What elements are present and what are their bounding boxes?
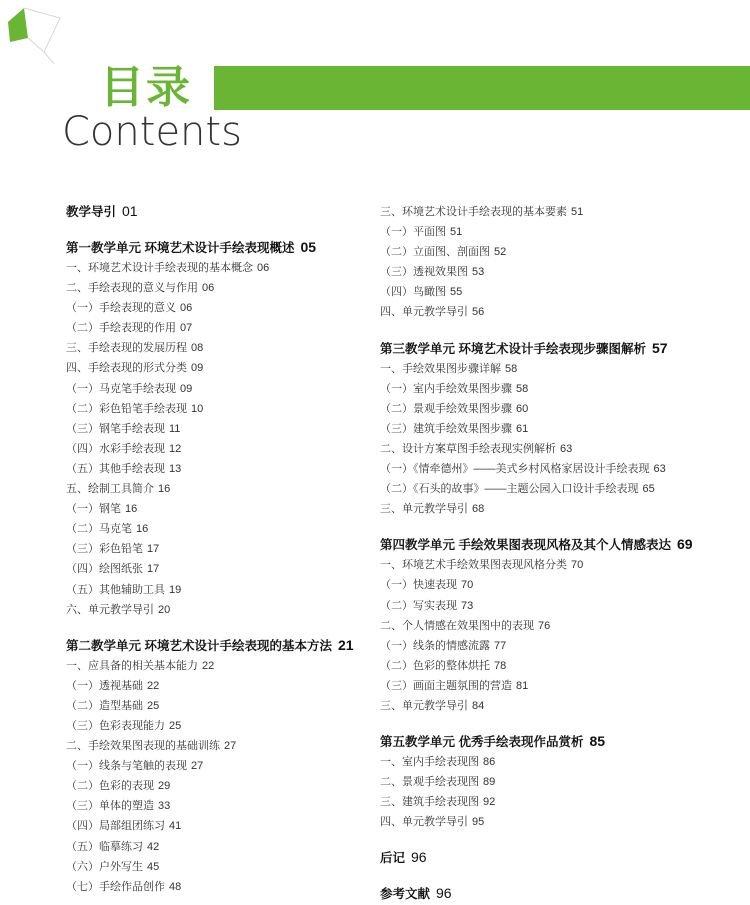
toc-page-number: 06 <box>202 282 215 295</box>
toc-item <box>66 499 366 519</box>
toc-item <box>66 258 366 278</box>
outline-line-shape <box>44 52 54 64</box>
toc-label: （一）《情牵德州》——美式乡村风格家居设计手绘表现 <box>380 463 650 476</box>
toc-label: 三、建筑手绘表现图 <box>380 796 479 809</box>
toc-item <box>380 242 740 262</box>
corner-decoration <box>0 0 80 70</box>
toc-section <box>380 730 740 752</box>
toc-page-number: 21 <box>337 636 354 653</box>
toc-item <box>66 459 366 479</box>
toc-page-number: 42 <box>147 840 160 853</box>
toc-item <box>380 499 740 519</box>
toc-label: （二）色彩的整体烘托 <box>380 659 490 672</box>
toc-item <box>66 559 366 579</box>
toc-page-number: 41 <box>169 820 182 833</box>
toc-item <box>66 676 366 696</box>
toc-page-number: 61 <box>516 422 529 435</box>
toc-label: 参考文献 <box>380 887 431 902</box>
toc-label: 五、绘制工具简介 <box>66 483 154 496</box>
toc-item <box>380 282 740 302</box>
toc-page-number: 25 <box>147 699 160 712</box>
toc-label: （五）其他手绘表现 <box>66 462 165 475</box>
toc-item <box>380 379 740 399</box>
toc-page-number: 73 <box>461 599 474 612</box>
toc-page-number: 08 <box>191 342 204 355</box>
toc-label: 第二教学单元 环境艺术设计手绘表现的基本方法 <box>66 638 332 653</box>
toc-item <box>66 816 366 836</box>
toc-page-number: 48 <box>169 880 182 893</box>
toc-page-number: 85 <box>589 733 606 750</box>
toc-item <box>380 222 740 242</box>
toc-item <box>66 656 366 676</box>
toc-page-number: 69 <box>676 536 693 553</box>
toc-label: 四、单元教学导引 <box>380 306 468 319</box>
toc-item <box>66 539 366 559</box>
toc-label: 一、应具备的相关基本能力 <box>66 659 198 672</box>
toc-item <box>380 479 740 499</box>
toc-page-number: 86 <box>483 756 496 769</box>
toc-label: （二）造型基础 <box>66 699 143 712</box>
toc-item <box>380 676 740 696</box>
toc-item <box>380 202 740 222</box>
toc-page-number: 77 <box>494 639 507 652</box>
toc-label: （二）马克笔 <box>66 523 132 536</box>
toc-item <box>66 877 366 897</box>
toc-page-number: 58 <box>505 362 518 375</box>
toc-left-column <box>66 200 366 897</box>
toc-page-number: 01 <box>122 203 138 219</box>
toc-label: 六、单元教学导引 <box>66 603 154 616</box>
toc-item <box>66 776 366 796</box>
toc-page-number: 53 <box>472 266 485 279</box>
toc-page-number: 51 <box>450 226 463 239</box>
toc-page-number: 27 <box>224 740 237 753</box>
toc-label: 二、个人情感在效果图中的表现 <box>380 619 534 632</box>
toc-label: （三）画面主题氛围的营造 <box>380 679 512 692</box>
toc-label: 二、手绘表现的意义与作用 <box>66 282 198 295</box>
toc-section <box>66 200 366 222</box>
toc-label: （四）水彩手绘表现 <box>66 442 165 455</box>
toc-label: 第一教学单元 环境艺术设计手绘表现概述 <box>66 241 295 255</box>
toc-label: （二）手绘表现的作用 <box>66 322 176 335</box>
toc-item <box>66 600 366 620</box>
page-subtitle: Contents <box>62 109 242 155</box>
toc-item <box>380 399 740 419</box>
toc-item <box>380 812 740 832</box>
toc-page-number: 16 <box>158 483 171 496</box>
toc-page-number: 52 <box>494 246 507 259</box>
toc-label: 一、手绘效果图步骤详解 <box>380 362 501 375</box>
toc-label: （二）色彩的表现 <box>66 780 154 793</box>
toc-page-number: 22 <box>147 679 160 692</box>
toc-page-number: 09 <box>191 362 204 375</box>
toc-label: （三）建筑手绘效果图步骤 <box>380 422 512 435</box>
toc-label: （四）绘图纸张 <box>66 563 143 576</box>
toc-label: （一）线条与笔触的表现 <box>66 760 187 773</box>
toc-label: （四）局部组团练习 <box>66 820 165 833</box>
toc-label: 一、室内手绘表现图 <box>380 756 479 769</box>
toc-label: （五）其他辅助工具 <box>66 583 165 596</box>
toc-label: 三、单元教学导引 <box>380 699 468 712</box>
toc-page-number: 33 <box>158 800 171 813</box>
toc-item <box>380 459 740 479</box>
toc-item <box>66 479 366 499</box>
toc-page-number: 13 <box>169 462 182 475</box>
toc-page-number: 11 <box>169 422 181 435</box>
toc-page-number: 63 <box>560 442 573 455</box>
toc-page-number: 68 <box>472 503 485 516</box>
toc-item <box>66 318 366 338</box>
toc-page-number: 55 <box>450 286 463 299</box>
toc-label: （二）写实表现 <box>380 599 457 612</box>
toc-label: 二、景观手绘表现图 <box>380 776 479 789</box>
toc-label: （一）室内手绘效果图步骤 <box>380 382 512 395</box>
toc-item <box>380 575 740 595</box>
green-shard-shape <box>8 8 28 42</box>
toc-label: （二）《石头的故事》——主题公园入口设计手绘表现 <box>380 483 639 496</box>
toc-label: （三）色彩表现能力 <box>66 719 165 732</box>
toc-page-number: 51 <box>571 206 584 218</box>
toc-section <box>380 882 740 904</box>
toc-label: （七）手绘作品创作 <box>66 880 165 893</box>
toc-page-number: 06 <box>257 262 270 274</box>
toc-page-number: 06 <box>180 302 193 315</box>
toc-label: （二）彩色铅笔手绘表现 <box>66 402 187 415</box>
toc-item <box>380 792 740 812</box>
toc-label: （三）钢笔手绘表现 <box>66 422 165 435</box>
toc-item <box>380 302 740 322</box>
toc-item <box>380 636 740 656</box>
toc-page-number: 95 <box>472 816 485 829</box>
toc-item <box>380 262 740 282</box>
toc-label: （三）透视效果图 <box>380 266 468 279</box>
toc-label: 二、设计方案草图手绘表现实例解析 <box>380 442 556 455</box>
toc-item <box>380 359 740 379</box>
toc-item <box>66 857 366 877</box>
toc-label: 三、环境艺术设计手绘表现的基本要素 <box>380 206 567 218</box>
toc-item <box>66 796 366 816</box>
toc-label: 三、手绘表现的发展历程 <box>66 342 187 355</box>
toc-page-number: 70 <box>571 559 584 572</box>
toc-page-number: 10 <box>191 402 204 415</box>
toc-label: 三、单元教学导引 <box>380 503 468 516</box>
toc-page-number: 57 <box>651 339 668 356</box>
toc-label: （一）手绘表现的意义 <box>66 302 176 315</box>
toc-item <box>66 756 366 776</box>
toc-label: （三）单体的塑造 <box>66 800 154 813</box>
header-green-bar <box>214 66 750 110</box>
toc-label: 第三教学单元 环境艺术设计手绘表现步骤图解析 <box>380 341 646 356</box>
toc-label: （五）临摹练习 <box>66 840 143 853</box>
toc-page-number: 96 <box>436 885 452 902</box>
toc-item <box>66 696 366 716</box>
toc-page-number: 56 <box>472 306 485 319</box>
toc-page-number: 96 <box>411 849 427 866</box>
toc-page-number: 84 <box>472 699 485 712</box>
toc-page-number: 25 <box>169 719 182 732</box>
toc-item <box>66 736 366 756</box>
toc-label: （二）景观手绘效果图步骤 <box>380 402 512 415</box>
page-title: 目录 <box>100 62 192 113</box>
toc-section <box>66 634 366 656</box>
toc-page-number: 22 <box>202 659 215 672</box>
toc-item <box>66 716 366 736</box>
toc-label: 二、手绘效果图表现的基础训练 <box>66 740 220 753</box>
toc-item <box>66 379 366 399</box>
toc-section <box>380 533 740 555</box>
toc-page-number: 09 <box>180 382 193 395</box>
toc-page-number: 60 <box>516 402 529 415</box>
toc-page-number: 45 <box>147 860 160 873</box>
toc-item <box>66 580 366 600</box>
toc-label: （一）平面图 <box>380 226 446 239</box>
toc-page-number: 19 <box>169 583 182 596</box>
toc-item <box>380 656 740 676</box>
toc-item <box>380 772 740 792</box>
toc-page-number: 63 <box>653 463 666 476</box>
toc-label: （六）户外写生 <box>66 860 143 873</box>
toc-item <box>66 419 366 439</box>
toc-page-number: 78 <box>494 659 507 672</box>
toc-page-number: 65 <box>642 483 655 496</box>
toc-label: （四）鸟瞰图 <box>380 286 446 299</box>
toc-page-number: 16 <box>125 503 138 516</box>
toc-section <box>380 846 740 868</box>
toc-right-column <box>380 202 740 904</box>
toc-item <box>66 298 366 318</box>
toc-page-number: 17 <box>147 543 160 556</box>
toc-label: 第四教学单元 手绘效果图表现风格及其个人情感表达 <box>380 538 671 553</box>
toc-item <box>66 837 366 857</box>
toc-label: 后记 <box>380 851 406 866</box>
toc-item <box>66 519 366 539</box>
toc-item <box>66 439 366 459</box>
toc-page-number: 76 <box>538 619 551 632</box>
toc-label: 四、单元教学导引 <box>380 816 468 829</box>
toc-item <box>66 399 366 419</box>
toc-page-number: 27 <box>191 760 204 773</box>
toc-item <box>66 358 366 378</box>
toc-label: 一、环境艺术设计手绘表现的基本概念 <box>66 262 253 274</box>
toc-label: 教学导引 <box>66 205 117 219</box>
toc-page-number: 89 <box>483 776 496 789</box>
toc-label: （三）彩色铅笔 <box>66 543 143 556</box>
toc-label: 第五教学单元 优秀手绘表现作品赏析 <box>380 735 584 750</box>
toc-page-number: 12 <box>169 442 182 455</box>
toc-section <box>380 337 740 359</box>
toc-label: （一）线条的情感流露 <box>380 639 490 652</box>
toc-label: （一）快速表现 <box>380 579 457 592</box>
toc-page-number: 07 <box>180 322 193 335</box>
toc-page-number: 29 <box>158 780 171 793</box>
toc-page-number: 92 <box>483 796 496 809</box>
toc-item <box>380 596 740 616</box>
toc-page-number: 05 <box>300 239 317 255</box>
toc-label: （一）透视基础 <box>66 679 143 692</box>
toc-label: （二）立面图、剖面图 <box>380 246 490 259</box>
toc-page-number: 20 <box>158 603 171 616</box>
toc-page-number: 81 <box>516 679 529 692</box>
toc-item <box>380 419 740 439</box>
toc-item <box>380 696 740 716</box>
toc-item <box>380 439 740 459</box>
toc-section <box>66 236 366 258</box>
toc-label: （一）马克笔手绘表现 <box>66 382 176 395</box>
toc-page-number: 58 <box>516 382 529 395</box>
toc-item <box>380 616 740 636</box>
toc-item <box>380 555 740 575</box>
outline-shard-shape <box>24 8 60 52</box>
toc-page-number: 17 <box>147 563 160 576</box>
toc-label: 一、环境艺术手绘效果图表现风格分类 <box>380 559 567 572</box>
toc-page-number: 16 <box>136 523 149 536</box>
toc-item <box>66 278 366 298</box>
toc-label: 四、手绘表现的形式分类 <box>66 362 187 375</box>
toc-label: （一）钢笔 <box>66 503 121 516</box>
toc-item <box>380 752 740 772</box>
toc-item <box>66 338 366 358</box>
toc-page-number: 70 <box>461 579 474 592</box>
